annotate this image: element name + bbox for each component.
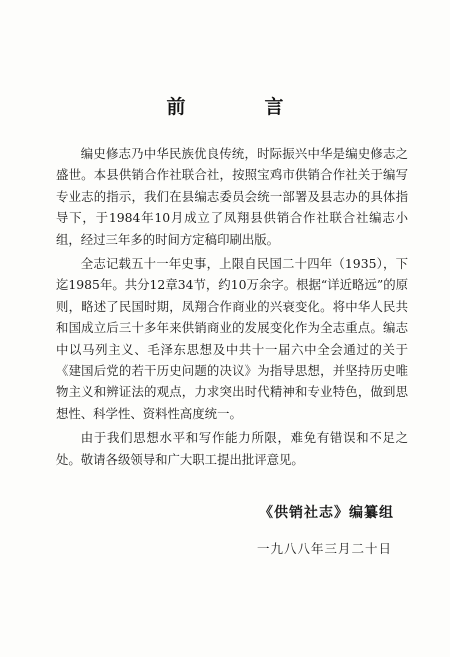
page-title: 前 言 [166,96,314,118]
date: 一九八八年三月二十日 [256,541,392,556]
paragraph-1: 编史修志乃中华民族优良传统，时际振兴中华是编史修志之盛世。本县供销合作社联合社，按照宝鸡市供销合作社关于编写专业志的指示，我们在县编志委员会统一部署及县志办的具体指导下，于1984年10月成立了凤翔县供销合作社联合社编志小组，经过三年多的时间方定稿印刷出版。 [56,146,408,247]
preface-body [56,143,408,473]
paragraph-2: 全志记载五十一年史事，上限自民国二十四年（1935），下迄1985年。共分12章34节，约10万余字。根据“详近略远”的原则，略述了民国时期，凤翔合作商业的兴衰变化。将中华人民共和国成立后三十多年来供销商业的发展变化作为全志重点。编志中以马列主义、毛泽东思想及中共十一届六中全会通过的关于《建国后党的若干历史问题的决议》为指导思想，并坚持历史唯物主义和辨证法的观点，力求突出时代精神和专业特色，做到思想性、科学性、资料性高度统一。 [56,256,408,421]
signature: 《供销社志》编纂组 [259,505,394,521]
paragraph-3: 由于我们思想水平和写作能力所限，难免有错误和不足之处。敬请各级领导和广大职工提出批评意见。 [56,430,408,467]
